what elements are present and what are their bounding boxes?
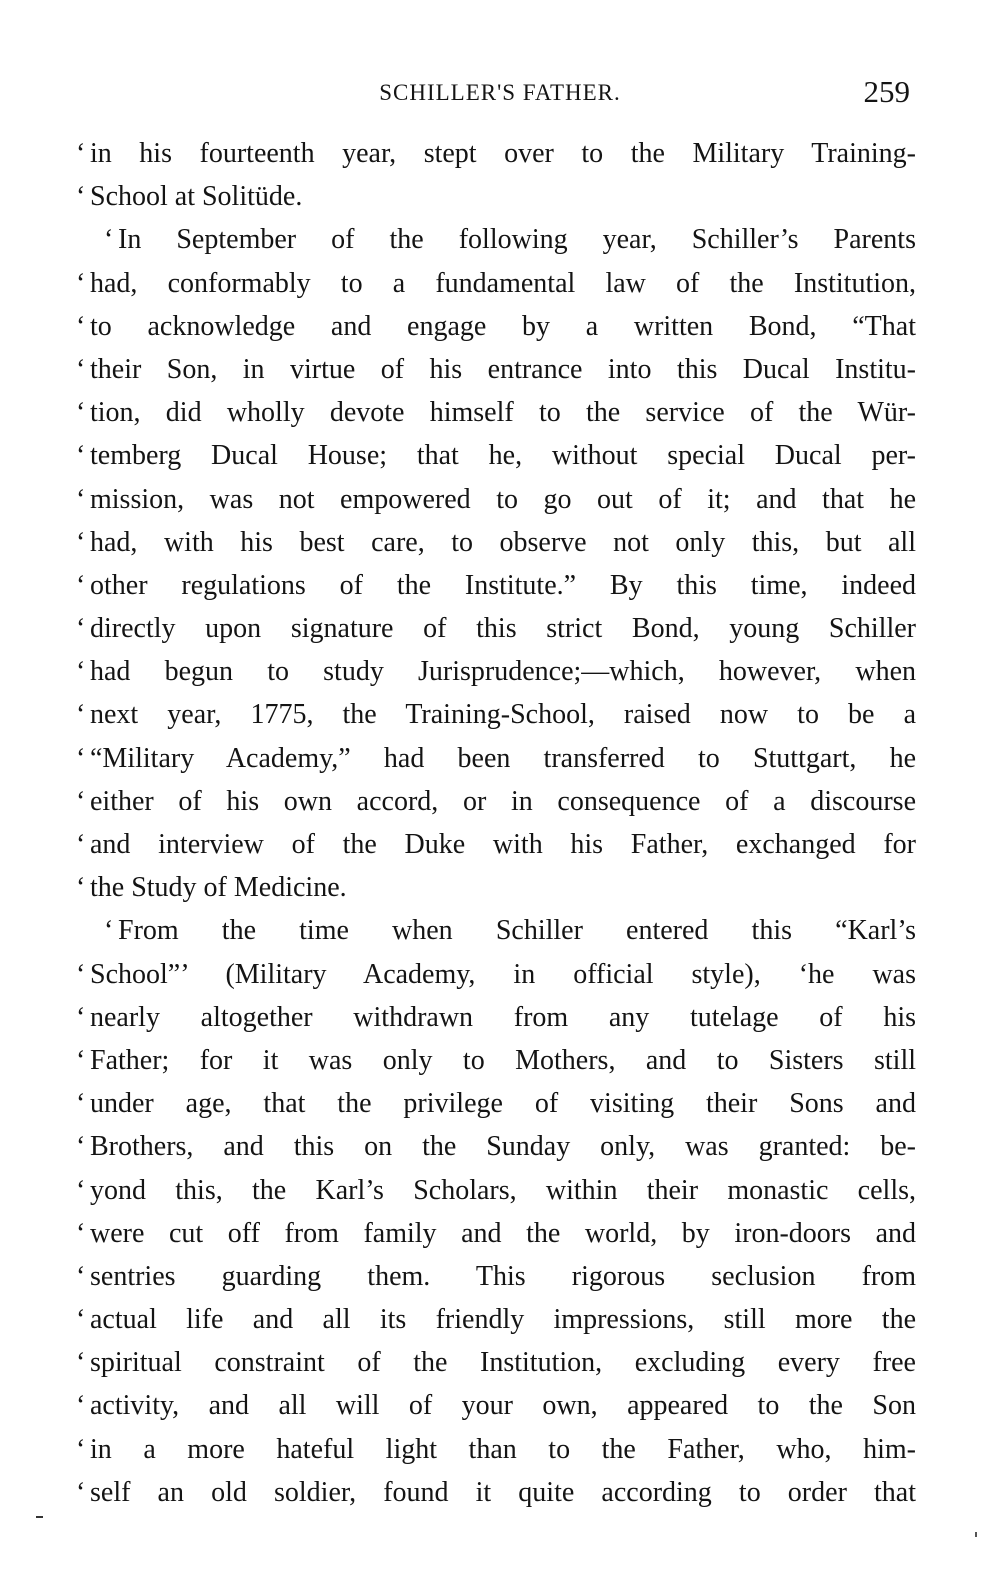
text-line — [76, 1082, 916, 1125]
line-text: actual life and all its friendly impressions, still more the — [90, 1304, 916, 1336]
text-line — [76, 175, 916, 218]
text-line — [76, 737, 916, 780]
text-line — [76, 1255, 916, 1298]
line-text: had, with his best care, to observe not only this, but all — [90, 526, 916, 558]
text-line — [76, 348, 916, 391]
text-line — [76, 132, 916, 175]
line-text: School”’ (Military Academy, in official style), ‘he was — [90, 958, 916, 990]
quote-mark: ‘ — [76, 353, 86, 385]
running-title: SCHILLER'S FATHER. — [379, 80, 621, 105]
quote-mark: ‘ — [76, 1476, 86, 1508]
body-text — [76, 132, 916, 1514]
line-text: temberg Ducal House; that he, without special Ducal per- — [90, 440, 916, 472]
text-line — [76, 1384, 916, 1427]
line-text: activity, and all will of your own, appeared to the Son — [90, 1390, 916, 1422]
scan-speck — [36, 1516, 43, 1518]
text-line — [76, 564, 916, 607]
text-line — [76, 1039, 916, 1082]
text-line — [76, 909, 916, 952]
quote-mark: ‘ — [76, 1304, 86, 1336]
quote-mark: ‘ — [104, 224, 114, 256]
line-text: under age, that the privilege of visiting their Sons and — [90, 1088, 916, 1120]
line-text: Father; for it was only to Mothers, and to Sisters still — [90, 1044, 916, 1076]
line-text: tion, did wholly devote himself to the service of the Wür- — [90, 397, 916, 429]
text-line — [76, 866, 916, 909]
quote-mark: ‘ — [76, 829, 86, 860]
quote-mark: ‘ — [76, 181, 86, 213]
quote-mark: ‘ — [76, 1044, 86, 1076]
quote-mark: ‘ — [76, 656, 86, 688]
line-text: next year, 1775, the Training-School, raised now to be a — [90, 699, 916, 731]
quote-mark: ‘ — [76, 699, 86, 731]
quote-mark: ‘ — [76, 1088, 86, 1120]
text-line — [76, 262, 916, 305]
line-text: had, conformably to a fundamental law of the Institution, — [90, 267, 916, 299]
line-text: had begun to study Jurisprudence;—which, however, when — [90, 656, 916, 688]
page-number: 259 — [863, 74, 910, 109]
quote-mark: ‘ — [76, 397, 86, 429]
quote-mark: ‘ — [76, 483, 86, 515]
quote-mark: ‘ — [76, 1001, 86, 1033]
quote-mark: ‘ — [76, 1131, 86, 1163]
quote-mark: ‘ — [76, 440, 86, 472]
text-line — [76, 305, 916, 348]
quote-mark: ‘ — [76, 267, 86, 299]
text-line — [76, 953, 916, 996]
quote-mark: ‘ — [76, 1433, 86, 1465]
line-text: Brothers, and this on the Sunday only, was granted: be- — [90, 1131, 916, 1163]
quote-mark: ‘ — [76, 569, 86, 601]
quote-mark: ‘ — [104, 915, 114, 947]
text-line — [76, 823, 916, 866]
text-line — [76, 521, 916, 564]
line-text: “Military Academy,” had been transferred to Stuttgart, he — [90, 742, 916, 774]
text-line — [76, 1428, 916, 1471]
text-line — [76, 780, 916, 823]
quote-mark: ‘ — [76, 785, 86, 817]
line-text: sentries guarding them. This rigorous seclusion from — [90, 1260, 916, 1292]
text-line — [76, 607, 916, 650]
quote-mark: ‘ — [76, 1174, 86, 1206]
text-line — [76, 650, 916, 693]
text-line — [76, 1212, 916, 1255]
line-text: to acknowledge and engage by a written Bond, “That — [90, 310, 916, 342]
line-text: spiritual constraint of the Institution, excluding every free — [90, 1347, 916, 1379]
quote-mark: ‘ — [76, 526, 86, 558]
line-text: yond this, the Karl’s Scholars, within their monastic cells, — [90, 1174, 916, 1206]
quote-mark: ‘ — [76, 872, 86, 904]
quote-mark: ‘ — [76, 1390, 86, 1422]
text-line — [76, 1125, 916, 1168]
line-text: other regulations of the Institute.” By this time, indeed — [90, 569, 916, 601]
text-line — [76, 693, 916, 736]
line-text: In September of the following year, Schiller’s Parents — [118, 224, 916, 256]
text-line — [76, 391, 916, 434]
line-text: their Son, in virtue of his entrance into this Ducal Institu- — [90, 353, 916, 385]
scan-speck — [975, 1532, 977, 1537]
quote-mark: ‘ — [76, 1260, 86, 1292]
line-text: School at Solitüde. — [90, 181, 303, 213]
text-line — [76, 1471, 916, 1514]
quote-mark: ‘ — [76, 1347, 86, 1379]
line-text: in his fourteenth year, stept over to the Military Training- — [90, 138, 916, 169]
line-text: in a more hateful light than to the Father, who, him- — [90, 1433, 916, 1465]
line-text: nearly altogether withdrawn from any tutelage of his — [90, 1001, 916, 1033]
line-text: the Study of Medicine. — [90, 872, 347, 904]
quote-mark: ‘ — [76, 1217, 86, 1249]
running-head — [0, 74, 1000, 110]
text-line — [76, 434, 916, 477]
quote-mark: ‘ — [76, 138, 86, 169]
text-line — [76, 1298, 916, 1341]
quote-mark: ‘ — [76, 742, 86, 774]
line-text: were cut off from family and the world, by iron-doors and — [90, 1217, 916, 1249]
text-line — [76, 218, 916, 261]
line-text: self an old soldier, found it quite according to order that — [90, 1476, 916, 1508]
quote-mark: ‘ — [76, 958, 86, 990]
line-text: mission, was not empowered to go out of it; and that he — [90, 483, 916, 515]
line-text: either of his own accord, or in consequence of a discourse — [90, 785, 916, 817]
quote-mark: ‘ — [76, 310, 86, 342]
text-line — [76, 1169, 916, 1212]
text-line — [76, 478, 916, 521]
line-text: directly upon signature of this strict Bond, young Schiller — [90, 613, 916, 645]
quote-mark: ‘ — [76, 613, 86, 645]
text-line — [76, 996, 916, 1039]
line-text: From the time when Schiller entered this “Karl’s — [118, 915, 916, 947]
text-line — [76, 1341, 916, 1384]
line-text: and interview of the Duke with his Father, exchanged for — [90, 829, 916, 860]
